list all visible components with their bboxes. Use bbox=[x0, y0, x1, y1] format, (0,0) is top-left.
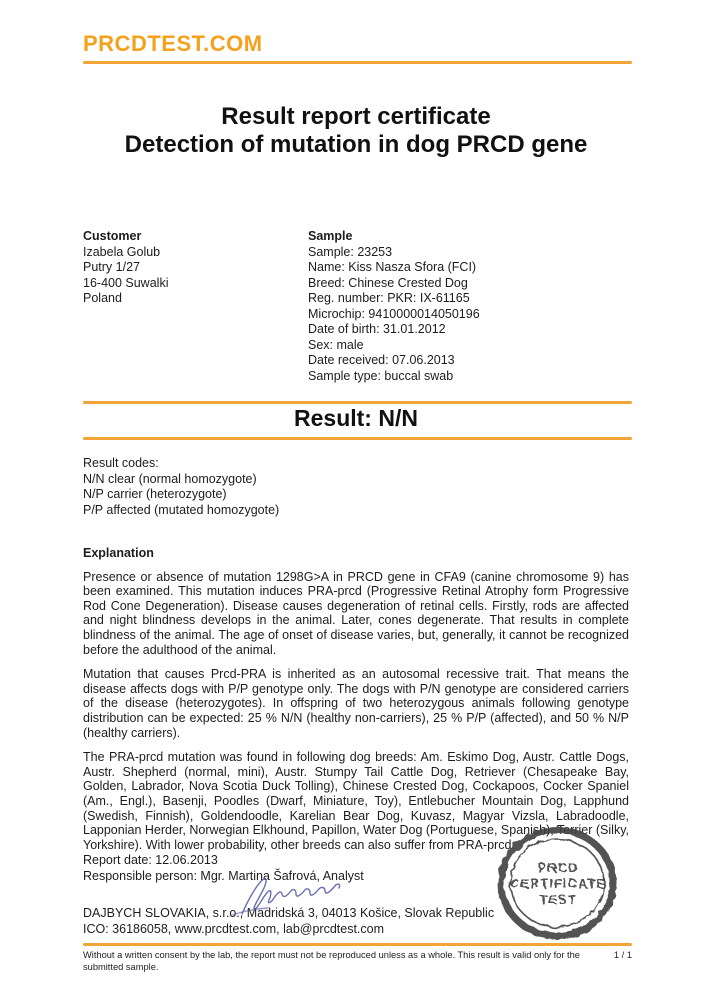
sample-sex: Sex: male bbox=[308, 337, 364, 352]
explanation-paragraph-2: Mutation that causes Prcd-PRA is inherited as an autosomal recessive trait. That means the disease affects dogs with P/P genotype only. The dogs with P/N genotype are considered carriers of the disease (heterozygotes). In offspring of two heterozygous animals following genotype distribution can be expected: 25 % N/N (healthy non-carriers), 25 % P/P (affected), and 50 % N/P (healthy carriers). bbox=[83, 667, 629, 740]
page-title bbox=[83, 103, 629, 159]
customer-country: Poland bbox=[83, 291, 122, 305]
footer-bar bbox=[83, 949, 632, 973]
sample-breed: Breed: Chinese Crested Dog bbox=[308, 275, 468, 290]
result-code-affected: P/P affected (mutated homozygote) bbox=[83, 502, 280, 517]
certificate-stamp bbox=[484, 824, 632, 944]
page-title-line1: Result report certificate bbox=[221, 103, 491, 130]
result-codes-label: Result codes: bbox=[83, 456, 159, 470]
footer-divider bbox=[83, 943, 632, 946]
result-divider-bottom bbox=[83, 437, 632, 440]
stamp-text-line2: CERTIFICATE bbox=[510, 876, 606, 891]
result-code-carrier: N/P carrier (heterozygote) bbox=[83, 487, 227, 501]
result-heading: Result: N/N bbox=[294, 405, 418, 431]
sample-block bbox=[308, 229, 629, 384]
explanation-section bbox=[83, 546, 629, 862]
sample-date-of-birth: Date of birth: 31.01.2012 bbox=[308, 322, 446, 336]
sample-number: Sample: 23253 bbox=[308, 244, 393, 259]
sample-date-received: Date received: 07.06.2013 bbox=[308, 353, 455, 367]
sample-heading: Sample bbox=[308, 229, 353, 243]
result-code-clear: N/N clear (normal homozygote) bbox=[83, 471, 257, 486]
page-number: 1 / 1 bbox=[613, 950, 632, 960]
header-divider bbox=[83, 61, 632, 64]
sample-microchip: Microchip: 9410000014050196 bbox=[308, 306, 480, 321]
customer-street: Putry 1/27 bbox=[83, 260, 140, 274]
result-divider-top bbox=[83, 401, 632, 404]
customer-heading: Customer bbox=[83, 229, 142, 243]
company-contact: ICO: 36186058, www.prcdtest.com, lab@prcdtest.com bbox=[83, 922, 385, 936]
sample-dog-name: Name: Kiss Nasza Sfora (FCI) bbox=[308, 260, 477, 274]
explanation-paragraph-3: The PRA-prcd mutation was found in following dog breeds: Am. Eskimo Dog, Austr. Cattle Dogs, Austr. Shepherd (normal, mini), Austr. Stumpy Tail Cattle Dog, Retriever (Chesapeake Bay, Golden, Labrador, Nova Scotia Duck Tolling), Chinese Crested Dog, Cockapoos, Cocker Spaniel (Am., Engl.), Basenji, Poodles (Dwarf, Miniature, Toy), Entlebucher Mountain Dog, Lapphund (Swedish, Finnish), Goldendoodle, Karelian Bear Dog, Kuvasz, Magyar Vizsla, Labradoodle, Lapponian Herder, Norwegian Elkhound, Papillon, Water Dog (Portuguese, Spanish), Terrier (Silky, Yorkshire). With lower probability, other breeds can also suffer from PRA-prcd. bbox=[83, 750, 629, 852]
customer-block bbox=[83, 229, 308, 384]
company-address: DAJBYCH SLOVAKIA, s.r.o., Madridská 3, 04013 Košice, Slovak Republic bbox=[83, 906, 495, 920]
sample-type: Sample type: buccal swab bbox=[308, 368, 454, 383]
signature-image bbox=[228, 876, 353, 918]
info-section bbox=[83, 229, 629, 384]
customer-city: 16-400 Suwalki bbox=[83, 275, 169, 290]
prcdtest-logo: PRCDTEST.COM bbox=[83, 31, 263, 56]
sample-reg-number: Reg. number: PKR: IX-61165 bbox=[308, 291, 470, 305]
customer-name: Izabela Golub bbox=[83, 244, 161, 259]
footer-disclaimer: Without a written consent by the lab, the report must not be reproduced unless as a whole. This result is valid only for the submitted sample. bbox=[83, 950, 580, 972]
page-title-line2: Detection of mutation in dog PRCD gene bbox=[124, 131, 588, 158]
responsible-person: Responsible person: Mgr. Martina Šafrová, Analyst bbox=[83, 869, 364, 883]
result-codes-block bbox=[83, 456, 629, 518]
explanation-heading: Explanation bbox=[83, 546, 154, 560]
report-date: Report date: 12.06.2013 bbox=[83, 853, 218, 867]
explanation-paragraph-1: Presence or absence of mutation 1298G>A in PRCD gene in CFA9 (canine chromosome 9) has been examined. This mutation induces PRA-prcd (Progressive Retinal Atrophy form Progressive Rod Cone Degeneration). Disease causes degeneration of retinal cells. Firstly, rods are affected and night blindness develops in the animal. Later, cones degenerate. That results in complete blindness of the animal. The age of onset of disease varies, but, generally, it cannot be recognized before the adulthood of the animal. bbox=[83, 569, 629, 657]
stamp-text-line3: TEST bbox=[539, 892, 577, 907]
stamp-text-line1: PRCD bbox=[537, 860, 579, 875]
